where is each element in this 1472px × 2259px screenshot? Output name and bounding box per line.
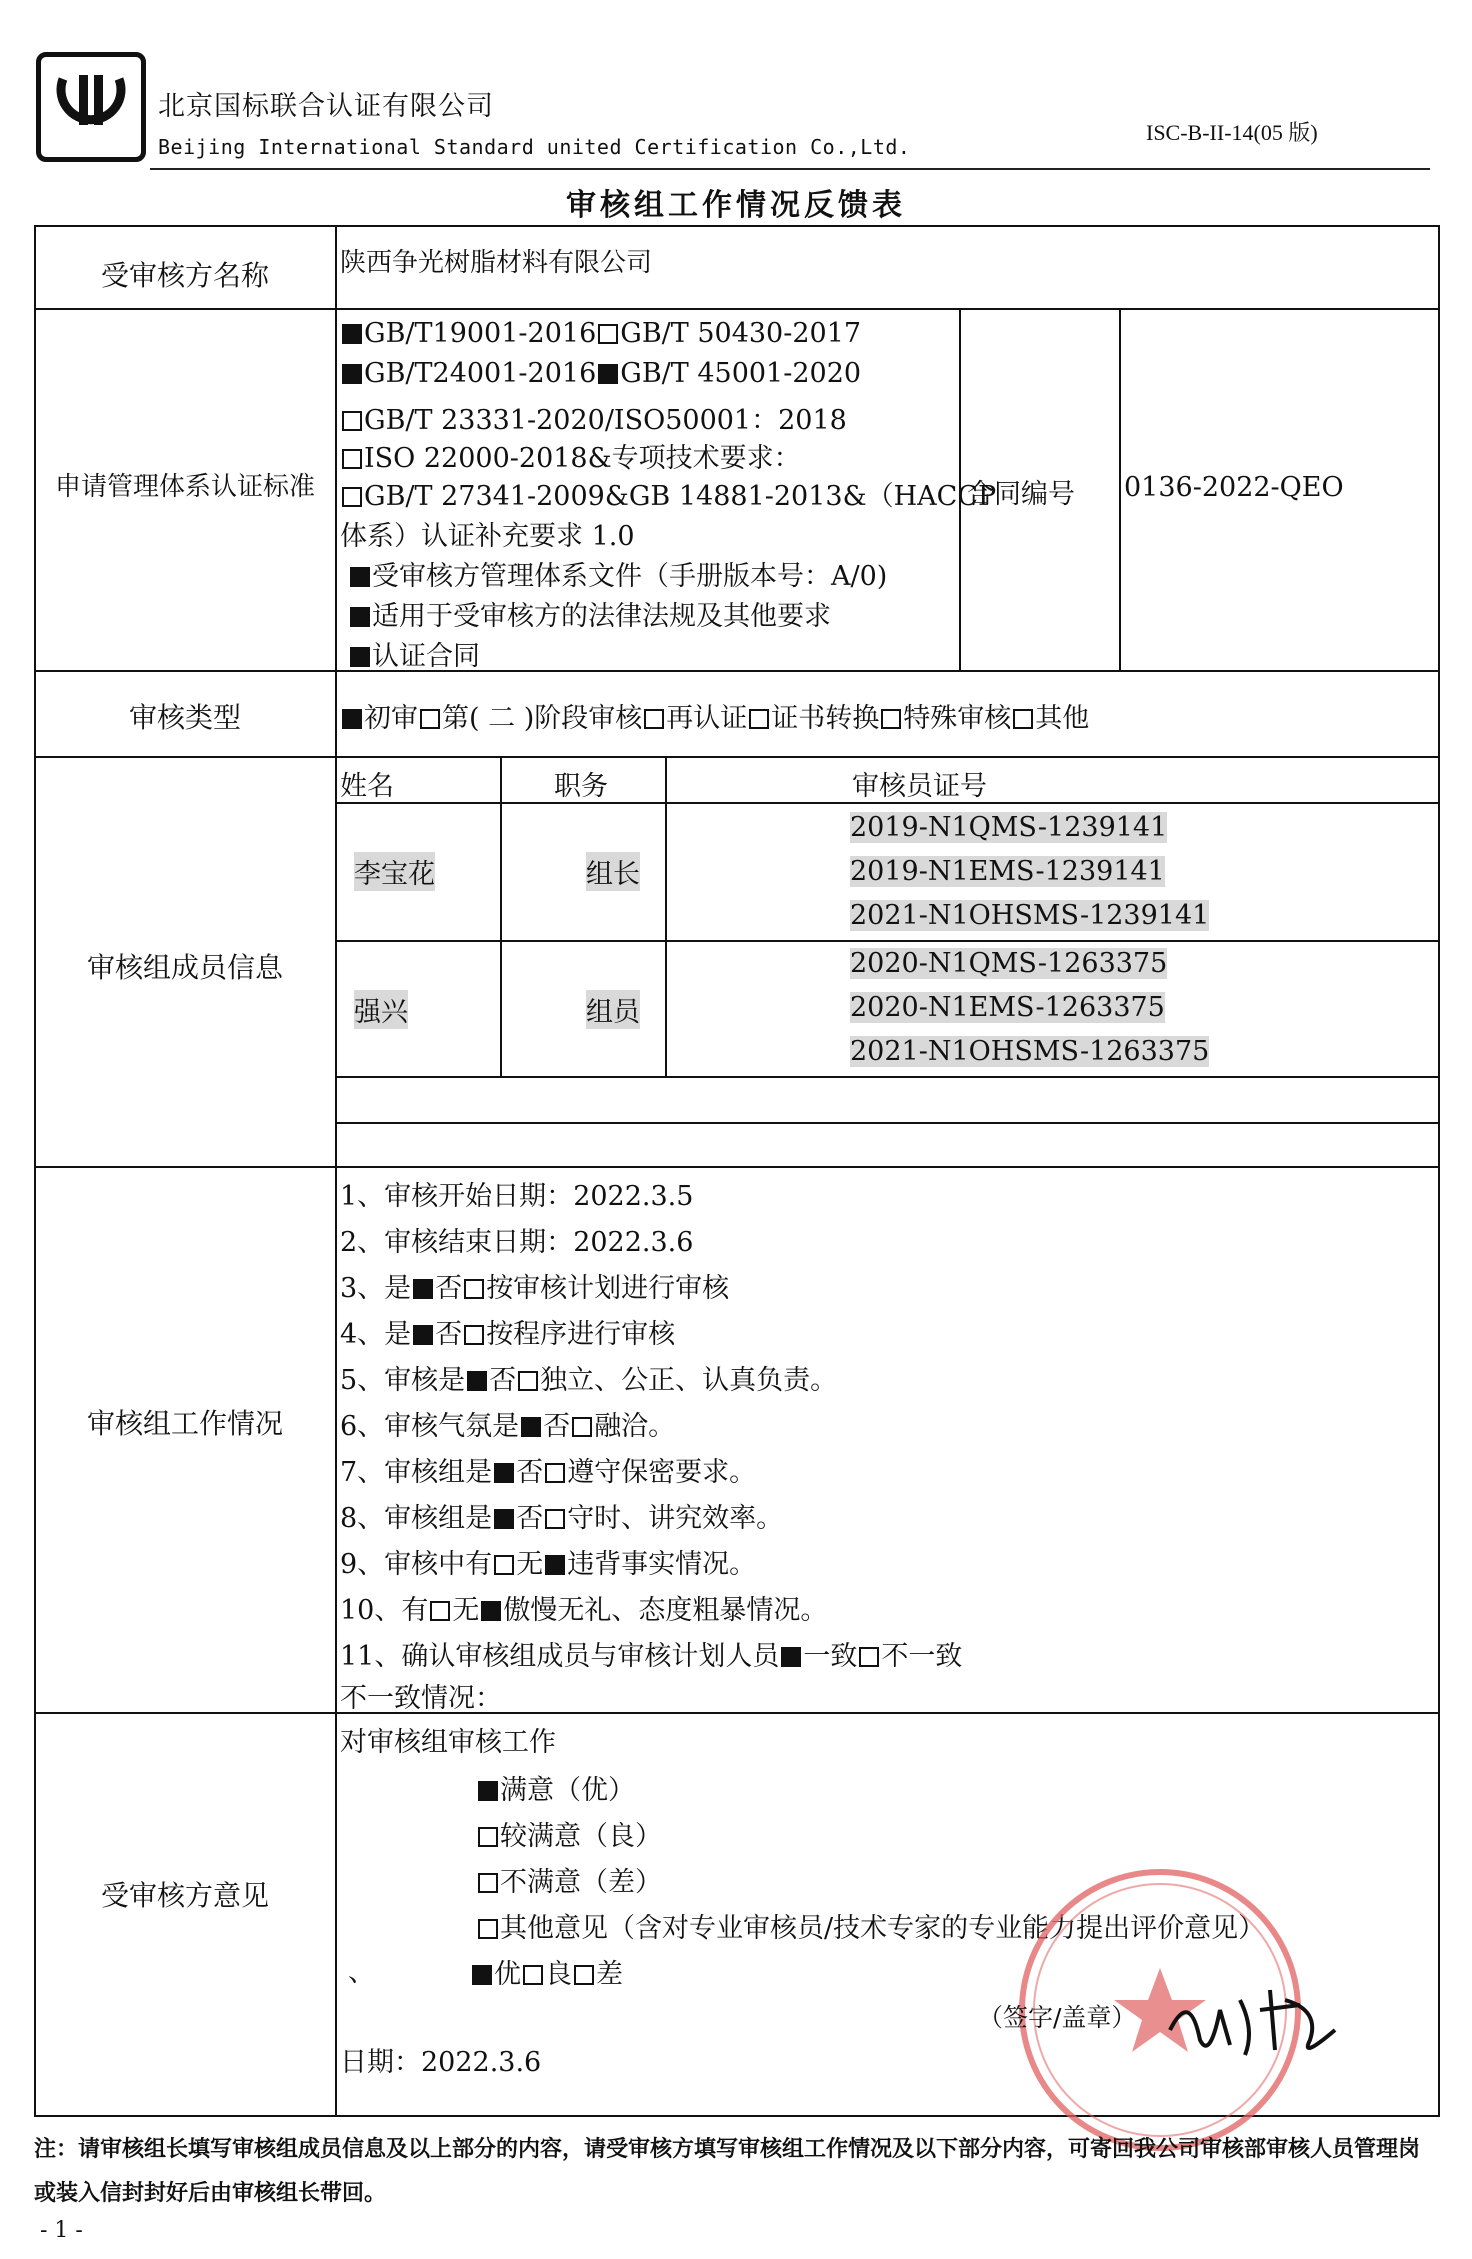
audit-type-options: 初审 第( 二 )阶段审核 再认证 证书转换 特殊审核 其他	[340, 696, 1089, 735]
row-divider	[34, 308, 1440, 310]
checkbox-checked	[350, 647, 370, 667]
checkbox-checked	[342, 364, 362, 384]
member-cert: 2021-N1OHSMS-1263375	[850, 1036, 1210, 1067]
team-row-divider	[335, 1076, 1440, 1078]
member-role: 组长	[586, 852, 640, 891]
opinion-option-2: 较满意（良）	[476, 1814, 662, 1853]
member-cert: 2020-N1EMS-1263375	[850, 992, 1165, 1023]
checkbox-checked	[342, 324, 362, 344]
work-item-3: 3、是 否 按审核计划进行审核	[340, 1273, 730, 1304]
standard-line-7: 受审核方管理体系文件（手册版本号：A/0)	[348, 554, 887, 593]
opinion-label: 受审核方意见	[100, 1879, 269, 1912]
work-item-1: 1、审核开始日期：2022.3.5	[340, 1181, 694, 1212]
company-name-cn: 北京国标联合认证有限公司	[158, 91, 494, 122]
checkbox-checked	[413, 1279, 433, 1299]
checkbox-checked	[350, 607, 370, 627]
row-divider	[34, 756, 1440, 758]
standard-line-1: GB/T19001-2016 GB/T 50430-2017	[340, 318, 861, 349]
checkbox-unchecked	[545, 1463, 565, 1483]
member-role: 组员	[586, 990, 640, 1029]
work-item-2: 2、审核结束日期：2022.3.6	[340, 1227, 694, 1258]
checkbox-unchecked	[518, 1371, 538, 1391]
standard-line-2: GB/T24001-2016 GB/T 45001-2020	[340, 358, 861, 389]
checkbox-unchecked	[464, 1325, 484, 1345]
form-title: 审核组工作情况反馈表	[566, 188, 906, 223]
standard-line-6: 体系）认证补充要求 1.0	[340, 521, 635, 552]
checkbox-checked	[494, 1509, 514, 1529]
row-divider	[34, 1166, 1440, 1168]
team-label: 审核组成员信息	[86, 951, 283, 984]
footer-note: 注：请审核组长填写审核组成员信息及以上部分的内容，请受审核方填写审核组工作情况及以下部分内容，可寄回我公司审核部审核人员管理岗或装入信封封好后由审核组长带回。	[34, 2137, 1421, 2206]
auditee-label: 受审核方名称	[100, 259, 269, 292]
work-item-7: 7、审核组是 否 遵守保密要求。	[340, 1457, 757, 1488]
work-item-12: 不一致情况：	[340, 1683, 502, 1714]
checkbox-unchecked	[523, 1965, 543, 1985]
checkbox-unchecked	[598, 324, 618, 344]
checkbox-unchecked	[478, 1873, 498, 1893]
contract-divider	[1119, 308, 1121, 670]
form-code: ISC-B-II-14(05 版)	[1146, 120, 1318, 145]
checkbox-checked	[598, 364, 618, 384]
member-cert: 2021-N1OHSMS-1239141	[850, 900, 1210, 931]
member-cert: 2019-N1EMS-1239141	[850, 856, 1165, 887]
checkbox-checked	[467, 1371, 487, 1391]
work-item-11: 11、确认审核组成员与审核计划人员 一致 不一致	[340, 1641, 963, 1672]
checkbox-unchecked	[545, 1509, 565, 1529]
checkbox-checked	[545, 1555, 565, 1575]
checkbox-unchecked	[644, 709, 664, 729]
checkbox-checked	[342, 709, 362, 729]
team-row-divider	[335, 1122, 1440, 1124]
checkbox-unchecked	[478, 1919, 498, 1939]
checkbox-unchecked	[420, 709, 440, 729]
checkbox-checked	[781, 1647, 801, 1667]
header-rule	[150, 168, 1430, 170]
team-col-divider	[500, 756, 502, 1076]
standard-line-4: ISO 22000-2018&专项技术要求：	[340, 436, 801, 475]
member-cert: 2019-N1QMS-1239141	[850, 812, 1168, 843]
member-name: 李宝花	[354, 852, 435, 891]
checkbox-checked	[494, 1463, 514, 1483]
opinion-grade: 优 良 差	[470, 1952, 623, 1991]
opinion-tick: 、	[348, 1957, 375, 1988]
checkbox-unchecked	[494, 1555, 514, 1575]
team-col-divider	[665, 756, 667, 1076]
checkbox-checked	[478, 1781, 498, 1801]
member-cert: 2020-N1QMS-1263375	[850, 948, 1168, 979]
signature-label: （签字/盖章）	[978, 2003, 1137, 2032]
checkbox-unchecked	[430, 1601, 450, 1621]
work-item-5: 5、审核是 否 独立、公正、认真负责。	[340, 1365, 838, 1396]
col-name-header: 姓名	[340, 771, 394, 802]
checkbox-unchecked	[478, 1827, 498, 1847]
work-item-8: 8、审核组是 否 守时、讲究效率。	[340, 1503, 784, 1534]
opinion-date: 日期：2022.3.6	[340, 2047, 542, 2078]
checkbox-unchecked	[342, 487, 362, 507]
checkbox-unchecked	[1013, 709, 1033, 729]
handwritten-signature	[1160, 1970, 1350, 2070]
audit-type-label: 审核类型	[128, 701, 241, 734]
opinion-option-4: 其他意见（含对专业审核员/技术专家的专业能力提出评价意见）	[476, 1906, 1265, 1945]
standard-line-5: GB/T 27341-2009&GB 14881-2013&（HACCP	[340, 474, 996, 513]
company-name-en: Beijing International Standard united Certification Co.,Ltd.	[158, 135, 911, 159]
checkbox-unchecked	[859, 1647, 879, 1667]
checkbox-unchecked	[342, 411, 362, 431]
checkbox-checked	[472, 1965, 492, 1985]
work-item-10: 10、有 无 傲慢无礼、态度粗暴情况。	[340, 1595, 828, 1626]
opinion-option-1: 满意（优）	[476, 1768, 635, 1807]
checkbox-checked	[481, 1601, 501, 1621]
col-role-header: 职务	[554, 771, 608, 802]
member-name: 强兴	[354, 990, 408, 1029]
auditee-name: 陕西争光树脂材料有限公司	[340, 248, 653, 278]
contract-number: 0136-2022-QEO	[1124, 472, 1344, 503]
standard-line-8: 适用于受审核方的法律法规及其他要求	[348, 594, 831, 633]
checkbox-unchecked	[881, 709, 901, 729]
row-divider	[34, 670, 1440, 672]
opinion-option-3: 不满意（差）	[476, 1860, 662, 1899]
work-item-9: 9、审核中有 无 违背事实情况。	[340, 1549, 757, 1580]
standard-line-9: 认证合同	[348, 634, 480, 673]
page-number: - 1 -	[40, 2218, 83, 2243]
standards-label: 申请管理体系认证标准	[54, 472, 315, 502]
logo-icon	[41, 57, 141, 157]
work-item-6: 6、审核气氛是 否 融洽。	[340, 1411, 676, 1442]
checkbox-checked	[413, 1325, 433, 1345]
row-divider	[34, 1712, 1440, 1714]
contract-label: 合同编号	[967, 479, 1075, 510]
work-item-4: 4、是 否 按程序进行审核	[340, 1319, 676, 1350]
checkbox-checked	[350, 567, 370, 587]
checkbox-unchecked	[574, 1965, 594, 1985]
checkbox-unchecked	[342, 449, 362, 469]
checkbox-unchecked	[464, 1279, 484, 1299]
label-column-divider	[335, 225, 337, 2117]
col-cert-header: 审核员证号	[852, 771, 987, 802]
company-logo	[36, 52, 146, 162]
checkbox-checked	[521, 1417, 541, 1437]
checkbox-unchecked	[572, 1417, 592, 1437]
checkbox-unchecked	[749, 709, 769, 729]
work-label: 审核组工作情况	[86, 1407, 283, 1440]
standard-line-3: GB/T 23331-2020/ISO50001：2018	[340, 398, 847, 437]
opinion-intro: 对审核组审核工作	[340, 1727, 556, 1758]
